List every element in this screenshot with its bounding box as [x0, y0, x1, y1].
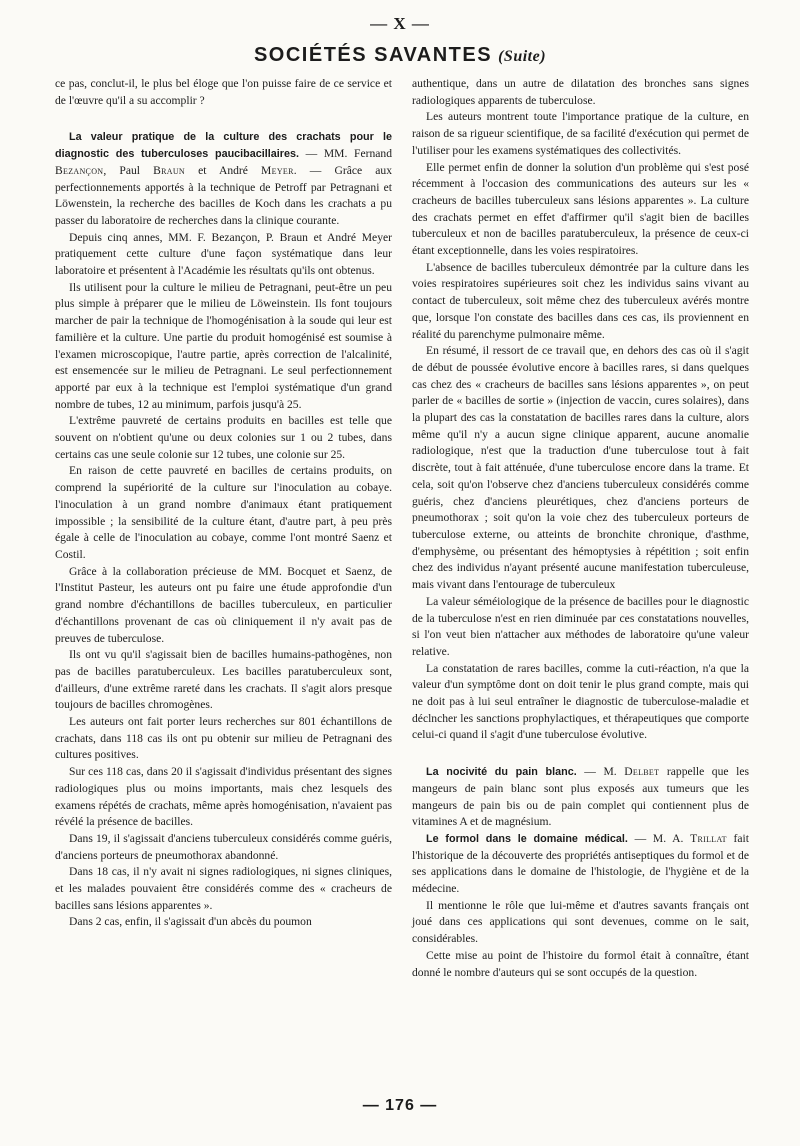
- section-bezancon: [55, 129, 392, 229]
- text: , Paul: [103, 163, 154, 177]
- section-heading: La nocivité du pain blanc.: [426, 766, 577, 779]
- section-suite: (Suite): [498, 48, 547, 65]
- text: — M. A.: [627, 831, 691, 845]
- text: . — Grâce aux perfectionnements apportés à la technique de Petroff par Petragnani et Löwenstein, la recherche des bacilles de Koch dans les crachats a pu passer du laboratoire de recherches dans la clinique courante.: [55, 163, 392, 227]
- paragraph: Dans 18 cas, il n'y avait ni signes radiologiques, ni signes cliniques, et les malades pouvaient être considérés comme des « cracheurs de bacilles sans lésions apparentes ».: [55, 865, 392, 912]
- text: — M.: [576, 765, 625, 779]
- section-heading: Le formol dans le domaine médical.: [426, 832, 628, 845]
- author-name: Delbet: [624, 765, 660, 779]
- section-delbet: [412, 764, 749, 831]
- author-name: Braun: [153, 163, 185, 177]
- author-name: Bezançon: [55, 163, 104, 177]
- text: et André: [185, 163, 262, 177]
- paragraph: La constatation de rares bacilles, comme la cuti-réaction, n'a que la valeur d'un symptôme dont on doit tenir le plus grand compte, mais qui ne doit pas à lui seul entraîner le diagnostic de tuberculose-maladie et déclncher les sanctions prophylactiques, et thérapeutiques que comporte celui-ci quand il s'agit d'une tuberculose évolutive.: [412, 661, 749, 742]
- section-title: SOCIÉTÉS SAVANTES: [253, 44, 493, 66]
- author-name: Meyer: [261, 163, 294, 177]
- section-heading: La valeur pratique de la culture des crachats pour le diagnostic des tuberculoses paucibacillaires.: [55, 131, 392, 161]
- text: fait l'historique de la découverte des propriétés antiseptiques du formol et de ses applications dans le domaine de l'histologie, de l'hygiène et de la médecine.: [412, 831, 749, 896]
- paragraph: Dans 2 cas, enfin, il s'agissait d'un abcès du poumon: [69, 915, 312, 929]
- paragraph: Les auteurs montrent toute l'importance pratique de la culture, en raison de sa rigueur scientifique, de sa facilité d'exécution qui permet de l'utiliser pour les examens systématiques des collectivités.: [412, 110, 749, 157]
- page-header-mark: — X —: [370, 14, 430, 33]
- paragraph: Sur ces 118 cas, dans 20 il s'agissait d'individus présentant des signes radiologiques plus ou moins importants, mais chez lesquels des examens répétés de crachats, même après homogénisation, n'avaient pas révélé la présence de bacilles.: [55, 765, 392, 829]
- paragraph: authentique, dans un autre de dilatation des bronches sans signes radiologiques apparents de tuberculose.: [412, 77, 749, 107]
- paragraph: En résumé, il ressort de ce travail que, en dehors des cas où il s'agit de début de poussée évolutive encore à bacilles rares, si dans quelques cas chez des « cracheurs de bacilles sans lésions apparentes », on peut parler de « bacilles de sortie » (injection de vaccin, cures solaires), dans la plupart des cas la constatation de bacilles rares dans la culture, alors même qu'il n'y a aucun signe clinique apparent, aucune anomalie radiologique, n'est que la traduction d'une tuberculose tout à fait discrète, tout à fait atténuée, d'une tuberculose encore dans la trame. Et cela, soit qu'on l'observe chez d'anciens tuberculeux considérés comme guéris, chez d'anciens pleurétiques, chez d'anciens porteurs de pneumothorax ; soit qu'on la voie chez des tuberculeux porteurs de tuberculose externe, ou atteints de bronchite chronique, d'asthme, d'emphysème, ou présentant des hémoptysies à répétition ; soit enfin chez des individus n'ayant présenté aucune manifestation tuberculeuse, mais vivant dans l'entourage de tuberculeux: [412, 344, 749, 592]
- paragraph: L'absence de bacilles tuberculeux démontrée par la culture dans les voies respiratoires supérieures soit chez les individus sains vivant au contact de tuberculeux, soit même chez des tuberculeux avérés montre que, lorsque l'on constate des bacilles dans ces cas, ils proviennent en réalité du parenchyme pulmonaire même.: [412, 260, 749, 341]
- author-name: Trillat: [690, 831, 727, 845]
- paragraph: La valeur séméiologique de la présence de bacilles pour le diagnostic de la tuberculose n'est en rien diminuée par ces constatations nouvelles, si l'on veut bien n'attacher aux méthodes de laboratoire qu'une valeur relative.: [412, 594, 749, 658]
- paragraph: Ils utilisent pour la culture le milieu de Petragnani, peut-être un peu plus simple à préparer que le milieu de Löweinstein. Ils font toujours marcher de pair la technique de l'homogénisation à la soude qui leur est familière et la culture. Une partie du produit homogénisé est soumise à l'examen microscopique, l'autre partie, après correction de l'alcalinité, est ensemencée sur le milieu de Petragnani. Le seul perfectionnement apporté par eux à la technique est l'emploi systématique d'un grand nombre de tubes, 12 au minimum, parfois jusqu'à 25.: [55, 280, 392, 411]
- paragraph: Dans 19, il s'agissait d'anciens tuberculeux considérés comme guéris, d'anciens porteurs de pneumothorax abandonné.: [55, 831, 392, 862]
- page-header-title: [0, 44, 800, 67]
- paragraph: Cette mise au point de l'histoire du formol était à connaître, étant donné le nombre d'auteurs qui se sont occupés de la question.: [412, 948, 749, 979]
- paragraph: En raison de cette pauvreté en bacilles de certains produits, on comprend la supériorité de la culture sur l'inoculation au cobaye. l'inoculation à un grand nombre d'animaux étant pratiquement impossible ; la sensibilité de la culture étant, d'autre part, à peu près égale à celle de l'inoculation au cobaye, comme l'ont montré Saenz et Costil.: [55, 464, 392, 561]
- paragraph: ce pas, conclut-il, le plus bel éloge que l'on puisse faire de ce service et de l'œuvre qu'il a su accomplir ?: [55, 77, 392, 107]
- paragraph: Les auteurs ont fait porter leurs recherches sur 801 échantillons de crachats, dans 118 cas ils ont pu obtenir sur milieu de Petragnani des cultures positives.: [55, 715, 392, 762]
- paragraph: Elle permet enfin de donner la solution d'un problème qui s'est posé récemment à l'occasion des communications des auteurs sur les « cracheurs de bacilles tuberculeux sans lésions apparentes ». La culture des crachats permet en effet d'affirmer qu'il s'agit bien de bacilles tuberculeux et non de bacilles paratuberculeux, la présence de ceux-ci étant exceptionnelle, dans les voies respiratoires.: [412, 160, 749, 258]
- paragraph: Depuis cinq annes, MM. F. Bezançon, P. Braun et André Meyer pratiquement cette culture d'une façon systématique dans leur laboratoire et présentent à l'Académie les résultats qu'ils ont obtenus.: [55, 230, 392, 278]
- paragraph: Grâce à la collaboration précieuse de MM. Bocquet et Saenz, de l'Institut Pasteur, les auteurs ont pu faire une étude approfondie d'un grand nombre d'échantillons de bacilles tuberculeux, en particulier d'échantillons provenant de cas où cliniquement il n'y avait pas de preuves de tuberculose.: [55, 564, 392, 645]
- section-trillat: [412, 831, 749, 898]
- page-number: — 176 —: [362, 1097, 438, 1114]
- paragraph: Ils ont vu qu'il s'agissait bien de bacilles humains-pathogènes, non pas de bacilles paratuberculeux. Les bacilles paratuberculeux sont, d'ailleurs, d'une extrême rareté dans les crachats. Il s'agit alors presque toujours de bacilles chromogènes.: [55, 648, 392, 712]
- text: rappelle que les mangeurs de pain blanc sont plus exposés aux tumeurs que les mangeurs de pain bis ou de pain complet qui contiennent plus de vitamines A et de magnésium.: [412, 765, 749, 829]
- left-column: [55, 76, 392, 931]
- paragraph: L'extrême pauvreté de certains produits en bacilles est telle que souvent on n'obtient qu'une ou deux colonies sur 1 ou 2 tubes, dans certains cas une seule colonie sur 12 tubes, une colonie sur 25.: [55, 414, 392, 461]
- right-column: [412, 76, 749, 981]
- text: — MM. Fernand: [299, 147, 392, 161]
- paragraph: Il mentionne le rôle que lui-même et d'autres savants français ont joué dans ces applications qui sont devenues, comme on le sait, considérables.: [412, 898, 749, 946]
